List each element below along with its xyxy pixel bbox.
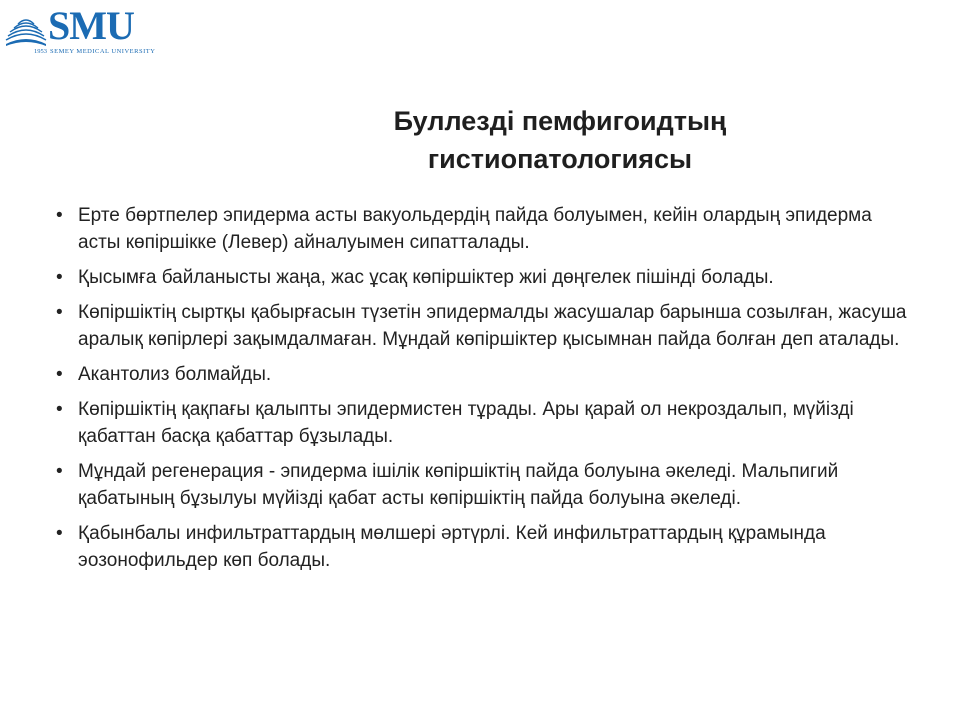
bullet-item: [56, 264, 916, 291]
logo-subtitle: SEMEY MEDICAL UNIVERSITY: [50, 48, 156, 55]
bullet-item: [56, 361, 916, 388]
bullet-item: [56, 202, 916, 256]
bullet-item: [56, 299, 916, 353]
bullet-list: [56, 202, 916, 582]
bullet-item: [56, 396, 916, 450]
slide-title: [300, 102, 820, 178]
bullet-dot: •: [56, 205, 63, 226]
bullet-text: Ерте бөртпелер эпидерма асты вакуольдердің пайда болуымен, кейін олардың эпидерма асты көпіршікке (Левер) айналуымен сипатталады.: [78, 205, 872, 253]
bullet-item: [56, 520, 916, 574]
slide-title-line-2: гистиопатологиясы: [427, 144, 693, 174]
bullet-text: Қысымға байланысты жаңа, жас ұсақ көпіршіктер жиі дөңгелек пішінді болады.: [78, 267, 774, 288]
bullet-dot: •: [56, 302, 63, 323]
bullet-text: Қабынбалы инфильтраттардың мөлшері әртүрлі. Кей инфильтраттардың құрамында эозонофильдер көп болады.: [78, 523, 826, 571]
bullet-dot: •: [56, 523, 63, 544]
university-logo: [4, 3, 164, 60]
bullet-text: Мұндай регенерация - эпидерма ішілік көпіршіктің пайда болуына әкеледі. Мальпигий қабатының бұзылуы мүйізді қабат асты көпіршіктің пайда болуына әкеледі.: [78, 461, 839, 509]
bullet-dot: •: [56, 364, 63, 385]
bullet-item: [56, 458, 916, 512]
slide-title-line-1: Буллезді пемфигоидтың: [393, 106, 727, 136]
bullet-dot: •: [56, 399, 63, 420]
bullet-text: Акантолиз болмайды.: [78, 364, 272, 385]
bullet-text: Көпіршіктің қақпағы қалыпты эпидермистен тұрады. Ары қарай ол некроздалып, мүйізді қабаттан басқа қабаттар бұзылады.: [78, 399, 854, 447]
bullet-dot: •: [56, 267, 63, 288]
bullet-dot: •: [56, 461, 63, 482]
logo-year: 1953: [34, 48, 47, 55]
bullet-text: Көпіршіктің сыртқы қабырғасын түзетін эпидермалды жасушалар барынша созылған, жасуша аралық көпірлері зақымдалмаған. Мұндай көпіршіктер қысымнан пайда болған деп аталады.: [78, 302, 907, 350]
logo-name: SMU: [48, 3, 134, 48]
